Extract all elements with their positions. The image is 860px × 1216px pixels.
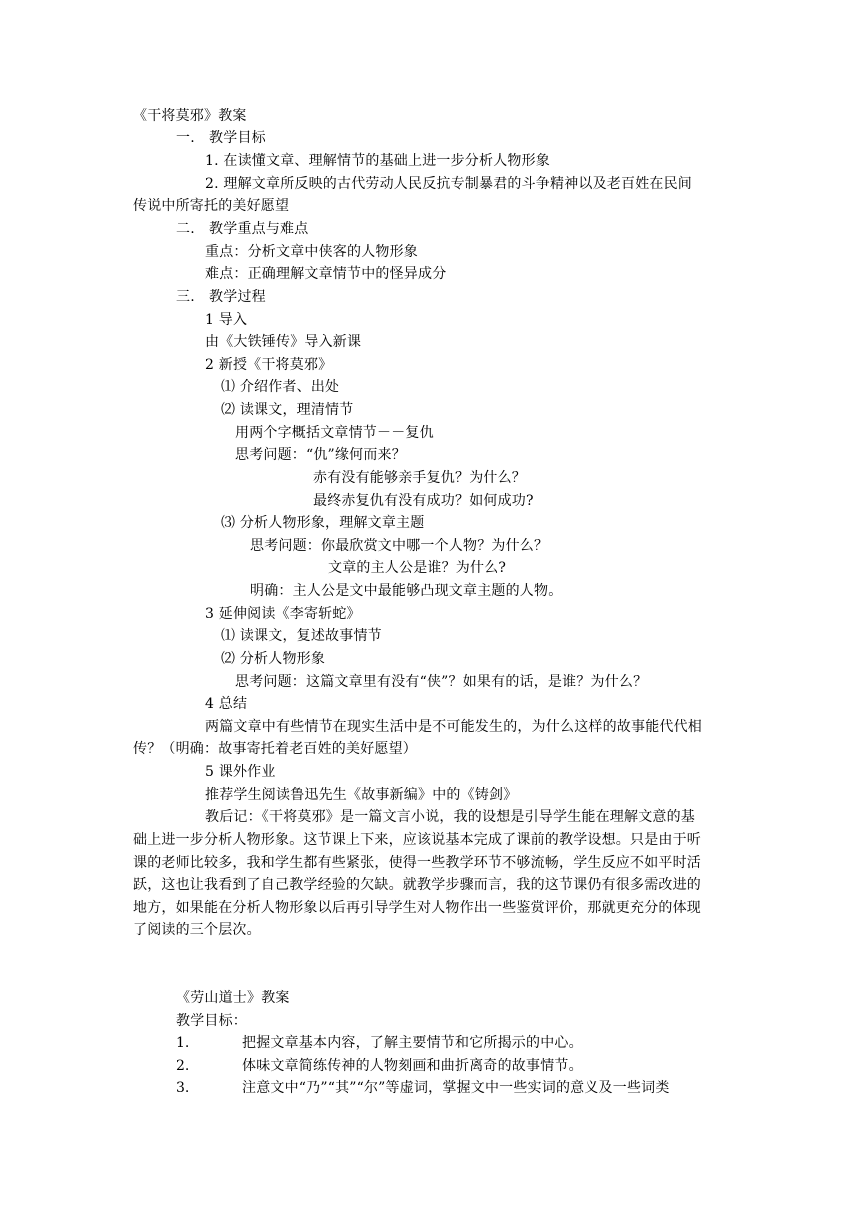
step2-item2: ⑵ 读课文，理清情节 (221, 402, 354, 418)
step2-question4: 思考问题：你最欣赏文中哪一个人物？为什么？ (250, 538, 549, 554)
keypoints-heading: 二. 教学重点与难点 (176, 221, 309, 237)
step3-item1: ⑴ 读课文，复述故事情节 (221, 628, 382, 644)
step4-line1: 两篇文章中有些情节在现实生活中是不可能发生的，为什么这样的故事能代代相 (205, 719, 702, 735)
step1-heading: 1 导入 (205, 312, 248, 328)
step2-heading: 2 新授《干将莫邪》 (205, 357, 333, 373)
reflection-line4: 跃，这也让我看到了自己教学经验的欠缺。就教学步骤而言，我的这节课仍有很多需改进的 (133, 877, 701, 893)
step3-heading: 3 延伸阅读《李寄斩蛇》 (205, 606, 361, 622)
step1-text: 由《大铁锤传》导入新课 (205, 334, 362, 350)
step2-question5: 文章的主人公是谁？为什么? (328, 560, 507, 576)
key-point: 重点：分析文章中侠客的人物形象 (205, 244, 418, 260)
lesson2-title: 《劳山道士》教案 (176, 990, 290, 1006)
goals-heading: 一. 教学目标 (176, 130, 266, 146)
lesson2-goal1-number: 1. (176, 1035, 190, 1051)
reflection-line2: 础上进一步分析人物形象。这节课上下来，应该说基本完成了课前的教学设想。只是由于听 (133, 832, 701, 848)
lesson2-goal1-text: 把握文章基本内容，了解主要情节和它所揭示的中心。 (242, 1035, 583, 1051)
step5-heading: 5 课外作业 (205, 764, 276, 780)
step3-item2: ⑵ 分析人物形象 (221, 651, 326, 667)
reflection-line1: 教后记：《干将莫邪》是一篇文言小说，我的设想是引导学生能在理解文意的基 (205, 809, 695, 825)
reflection-line3: 课的老师比较多，我和学生都有些紧张，使得一些教学环节不够流畅，学生反应不如平时活 (133, 855, 701, 871)
step2-question3: 最终赤复仇有没有成功？如何成功? (313, 493, 534, 509)
lesson2-goal2-text: 体味文章简练传神的人物刻画和曲折离奇的故事情节。 (242, 1058, 583, 1074)
goal-1: 1. 在读懂文章、理解情节的基础上进一步分析人物形象 (205, 153, 551, 169)
step3-question: 思考问题：这篇文章里有没有“侠”？如果有的话，是谁？为什么？ (235, 674, 648, 690)
step2-question2: 赤有没有能够亲手复仇？为什么？ (313, 470, 526, 486)
step2-question1: 思考问题：“仇”缘何而来？ (235, 447, 406, 463)
step2-item3: ⑶ 分析人物形象，理解文章主题 (221, 515, 425, 531)
step4-heading: 4 总结 (205, 696, 248, 712)
lesson1-title: 《干将莫邪》教案 (133, 108, 247, 124)
lesson2-goal3-text: 注意文中“乃”“其”“尔”等虚词，掌握文中一些实词的意义及一些词类 (242, 1080, 670, 1096)
process-heading: 三. 教学过程 (176, 289, 266, 305)
step2-clarify: 明确：主人公是文中最能够凸现文章主题的人物。 (250, 583, 563, 599)
lesson2-goal3-number: 3. (176, 1080, 190, 1096)
lesson2-goal2-number: 2. (176, 1058, 190, 1074)
step2-summary: 用两个字概括文章情节－－复仇 (235, 425, 434, 441)
step4-line2: 传？（明确：故事寄托着老百姓的美好愿望） (133, 741, 417, 757)
step2-item1: ⑴ 介绍作者、出处 (221, 379, 340, 395)
reflection-line5: 地方，如果能在分析人物形象以后再引导学生对人物作出一些鉴赏评价，那就更充分的体现 (133, 900, 701, 916)
step5-text: 推荐学生阅读鲁迅先生《故事新编》中的《铸剑》 (205, 787, 518, 803)
difficulty: 难点：正确理解文章情节中的怪异成分 (205, 266, 447, 282)
reflection-line6: 了阅读的三个层次。 (133, 922, 261, 938)
goal-2-line2: 传说中所寄托的美好愿望 (133, 198, 290, 214)
lesson2-goals-heading: 教学目标： (176, 1013, 247, 1029)
goal-2-line1: 2. 理解文章所反映的古代劳动人民反抗专制暴君的斗争精神以及老百姓在民间 (205, 176, 693, 192)
